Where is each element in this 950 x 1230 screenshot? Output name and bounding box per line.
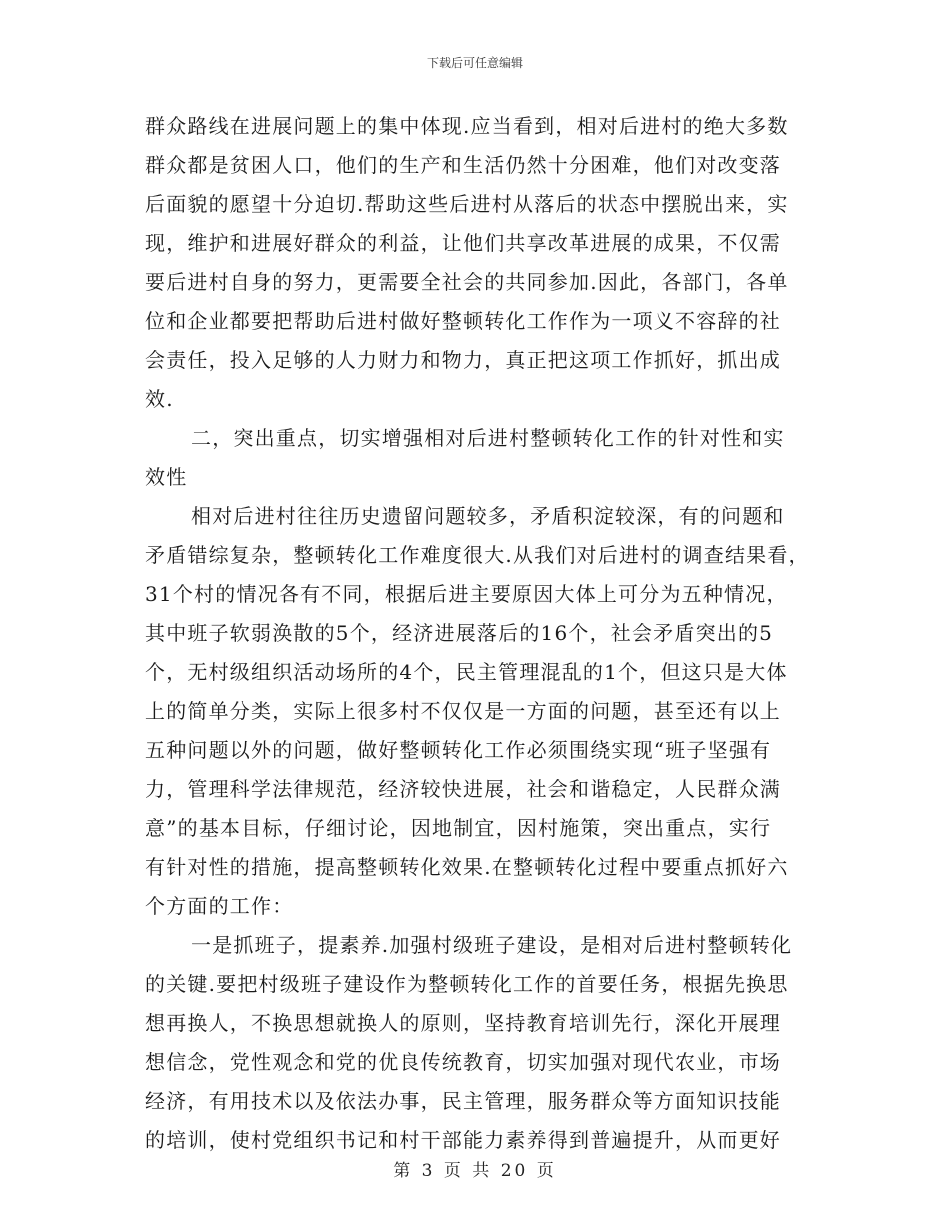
text-line: 有针对性的措施，提高整顿转化效果.在整顿转化过程中要重点抓好六 xyxy=(145,855,789,879)
text-line: 的培训，使村党组织书记和村干部能力素养得到普遍提升，从而更好 xyxy=(145,1128,781,1152)
text-line: 的关键.要把村级班子建设作为整顿转化工作的首要任务，根据先换思 xyxy=(145,972,789,996)
text-line: 群众都是贫困人口，他们的生产和生活仍然十分困难，他们对改变落 xyxy=(145,153,781,177)
text-line: 后面貌的愿望十分迫切.帮助这些后进村从落后的状态中摆脱出来，实 xyxy=(145,192,789,216)
text-line: 上的简单分类，实际上很多村不仅仅是一方面的问题，甚至还有以上 xyxy=(145,699,781,723)
page-header: 下载后可任意编辑 xyxy=(426,56,523,70)
text-line: 经济，有用技术以及依法办事，民主管理，服务群众等方面知识技能 xyxy=(145,1089,781,1113)
text-line: 个方面的工作： xyxy=(145,894,294,918)
paragraph-start-line: 相对后进村往往历史遗留问题较多，矛盾积淀较深，有的问题和 xyxy=(191,504,785,528)
text-line: 其中班子软弱涣散的5个，经济进展落后的16个，社会矛盾突出的5 xyxy=(145,621,774,645)
text-line: 想信念，党性观念和党的优良传统教育，切实加强对现代农业，市场 xyxy=(145,1050,781,1074)
text-line: 个，无村级组织活动场所的4个，民主管理混乱的1个，但这只是大体 xyxy=(145,660,788,684)
text-line: 矛盾错综复杂，整顿转化工作难度很大.从我们对后进村的调查结果看， xyxy=(145,543,810,567)
section-heading-continuation: 效性 xyxy=(145,465,188,489)
text-line: 群众路线在进展问题上的集中体现.应当看到，相对后进村的绝大多数 xyxy=(145,114,789,138)
text-line: 会责任，投入足够的人力财力和物力，真正把这项工作抓好，抓出成 xyxy=(145,348,781,372)
page-number: 第 3 页 共 20 页 xyxy=(393,1161,557,1181)
text-line: 意”的基本目标，仔细讨论，因地制宜，因村施策，突出重点，实行 xyxy=(145,816,772,840)
text-line: 31个村的情况各有不同，根据后进主要原因大体上可分为五种情况， xyxy=(145,582,788,606)
text-line: 力，管理科学法律规范，经济较快进展，社会和谐稳定，人民群众满 xyxy=(145,777,781,801)
text-line: 要后进村自身的努力，更需要全社会的共同参加.因此，各部门，各单 xyxy=(145,270,789,294)
document-body xyxy=(145,107,815,1160)
text-line: 五种问题以外的问题，做好整顿转化工作必须围绕实现“班子坚强有 xyxy=(145,738,772,762)
text-line: 效. xyxy=(145,387,174,411)
text-line: 想再换人，不换思想就换人的原则，坚持教育培训先行，深化开展理 xyxy=(145,1011,781,1035)
text-line: 位和企业都要把帮助后进村做好整顿转化工作作为一项义不容辞的社 xyxy=(145,309,781,333)
paragraph-start-line: 一是抓班子，提素养.加强村级班子建设，是相对后进村整顿转化 xyxy=(191,933,793,957)
section-heading: 二，突出重点，切实增强相对后进村整顿转化工作的针对性和实 xyxy=(191,426,785,450)
text-line: 现，维护和进展好群众的利益，让他们共享改革进展的成果，不仅需 xyxy=(145,231,781,255)
